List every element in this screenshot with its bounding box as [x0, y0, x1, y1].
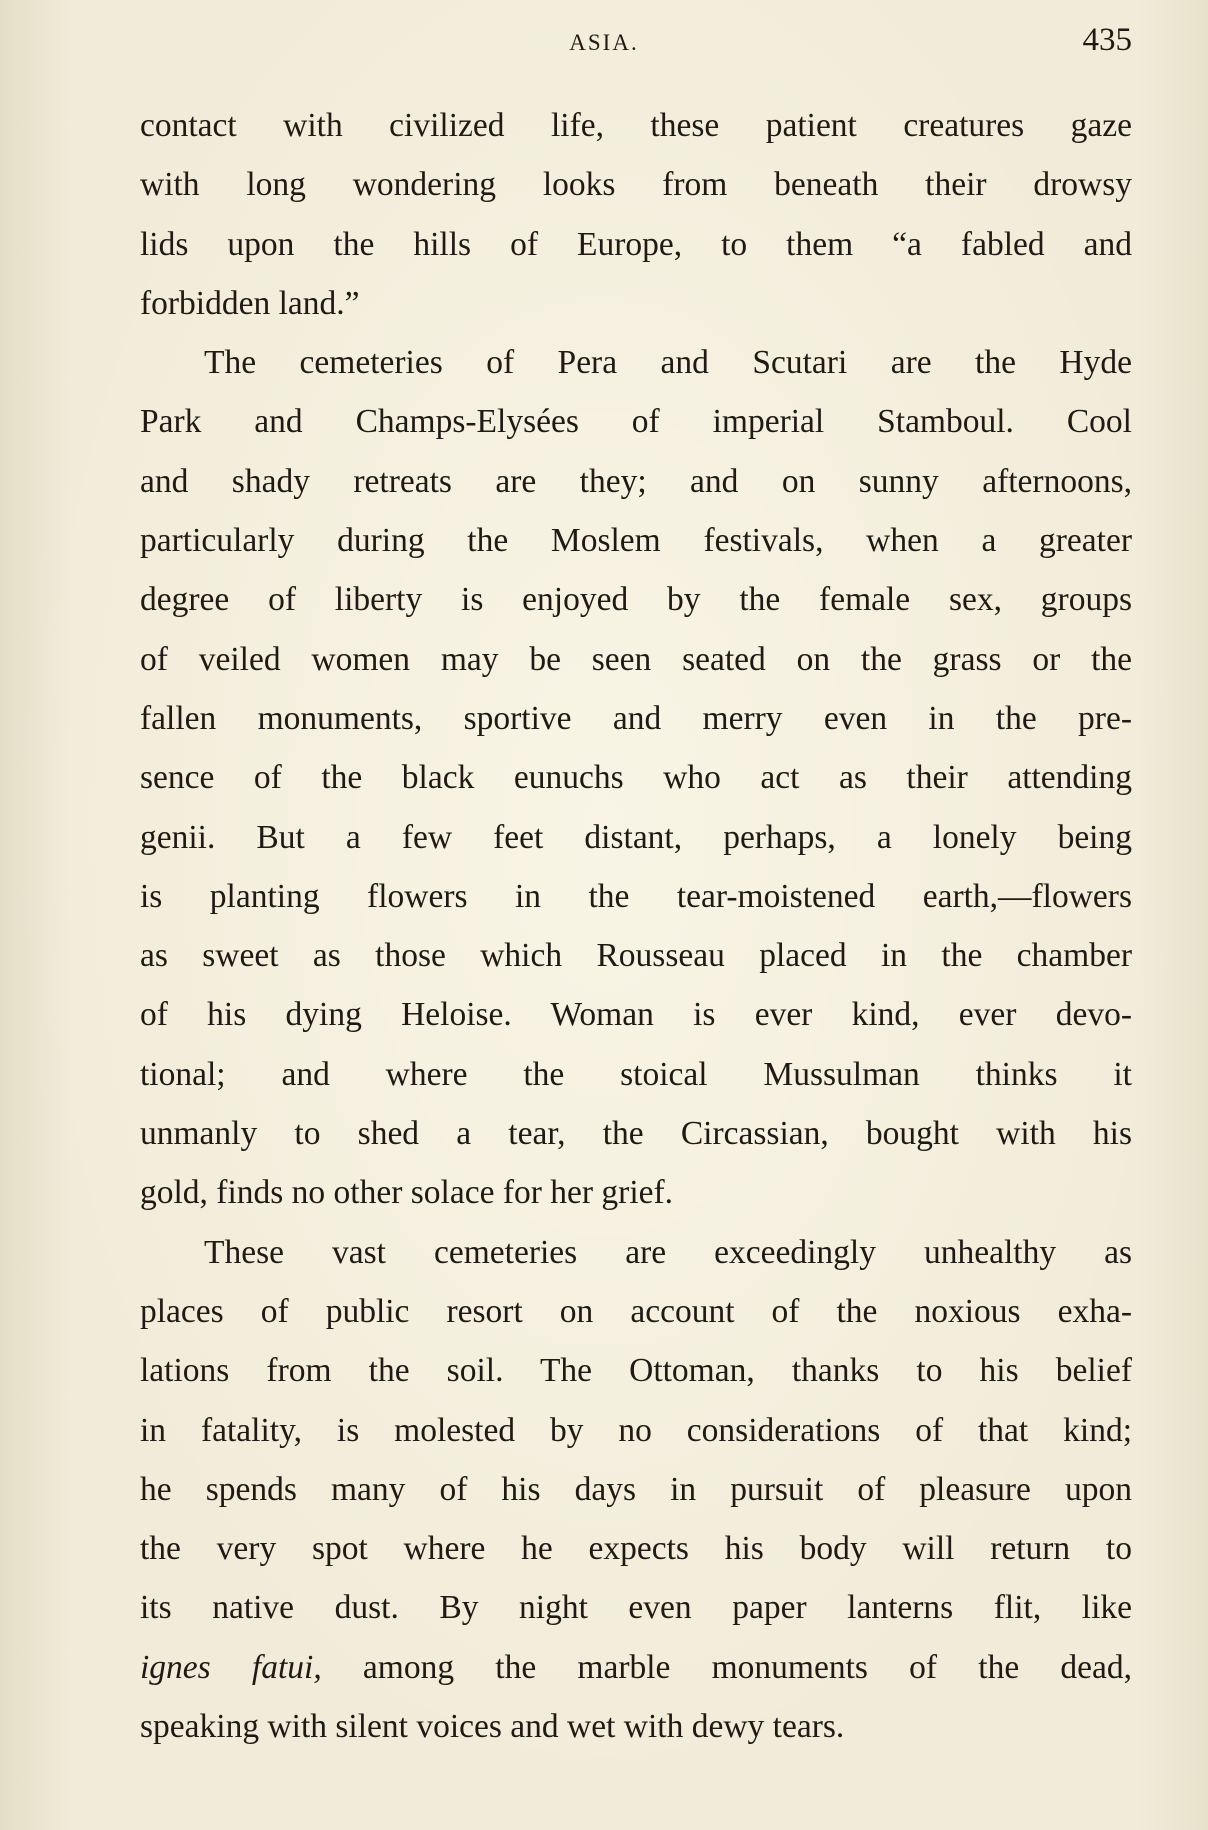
- text-line: The cemeteries of Pera and Scutari are the Hyde: [204, 344, 1132, 382]
- text-line: gold, finds no other solace for her grief.: [140, 1174, 674, 1212]
- text-line: These vast cemeteries are exceedingly unhealthy as: [204, 1233, 1132, 1271]
- text-line: he spends many of his days in pursuit of pleasure upon: [140, 1470, 1132, 1508]
- text-line: places of public resort on account of the noxious exha-: [140, 1292, 1132, 1330]
- italic-phrase: ignes fatui,: [140, 1648, 322, 1686]
- text-line: particularly during the Moslem festivals, when a greater: [140, 522, 1132, 560]
- text-line: its native dust. By night even paper lanterns flit, like: [140, 1589, 1132, 1627]
- text-line: is planting flowers in the tear-moistened earth,—flowers: [140, 877, 1132, 915]
- text-line: forbidden land.”: [140, 284, 360, 322]
- text-line: and shady retreats are they; and on sunny afternoons,: [140, 462, 1132, 500]
- running-title: ASIA.: [569, 30, 639, 55]
- text-line: in fatality, is molested by no considerations of that kind;: [140, 1411, 1132, 1449]
- text-line-mixed: [140, 1638, 1132, 1697]
- text-line: lations from the soil. The Ottoman, thanks to his belief: [140, 1352, 1132, 1390]
- text-line: genii. But a few feet distant, perhaps, a lonely being: [140, 818, 1132, 856]
- text-line: lids upon the hills of Europe, to them “a fabled and: [140, 225, 1132, 263]
- text-line: unmanly to shed a tear, the Circassian, bought with his: [140, 1115, 1132, 1153]
- text-line: with long wondering looks from beneath their drowsy: [140, 166, 1132, 204]
- text-line: as sweet as those which Rousseau placed in the chamber: [140, 937, 1132, 975]
- text-line: Park and Champs-Elysées of imperial Stamboul. Cool: [140, 403, 1132, 441]
- text-line: degree of liberty is enjoyed by the female sex, groups: [140, 581, 1132, 619]
- text-line: speaking with silent voices and wet with dewy tears.: [140, 1708, 845, 1746]
- text-line: fallen monuments, sportive and merry even in the pre-: [140, 699, 1132, 737]
- text-line: tional; and where the stoical Mussulman thinks it: [140, 1055, 1132, 1093]
- text-line: contact with civilized life, these patient creatures gaze: [140, 107, 1132, 144]
- body-text: [140, 96, 1132, 1756]
- text-line: of veiled women may be seen seated on the grass or the: [140, 640, 1132, 678]
- text-span: among the marble monuments of the dead,: [321, 1648, 1132, 1686]
- text-line: the very spot where he expects his body will return to: [140, 1530, 1132, 1568]
- running-head: [0, 22, 1208, 62]
- text-line: of his dying Heloise. Woman is ever kind, ever devo-: [140, 996, 1132, 1034]
- page-number: 435: [1082, 22, 1132, 58]
- text-line: sence of the black eunuchs who act as their attending: [140, 759, 1132, 797]
